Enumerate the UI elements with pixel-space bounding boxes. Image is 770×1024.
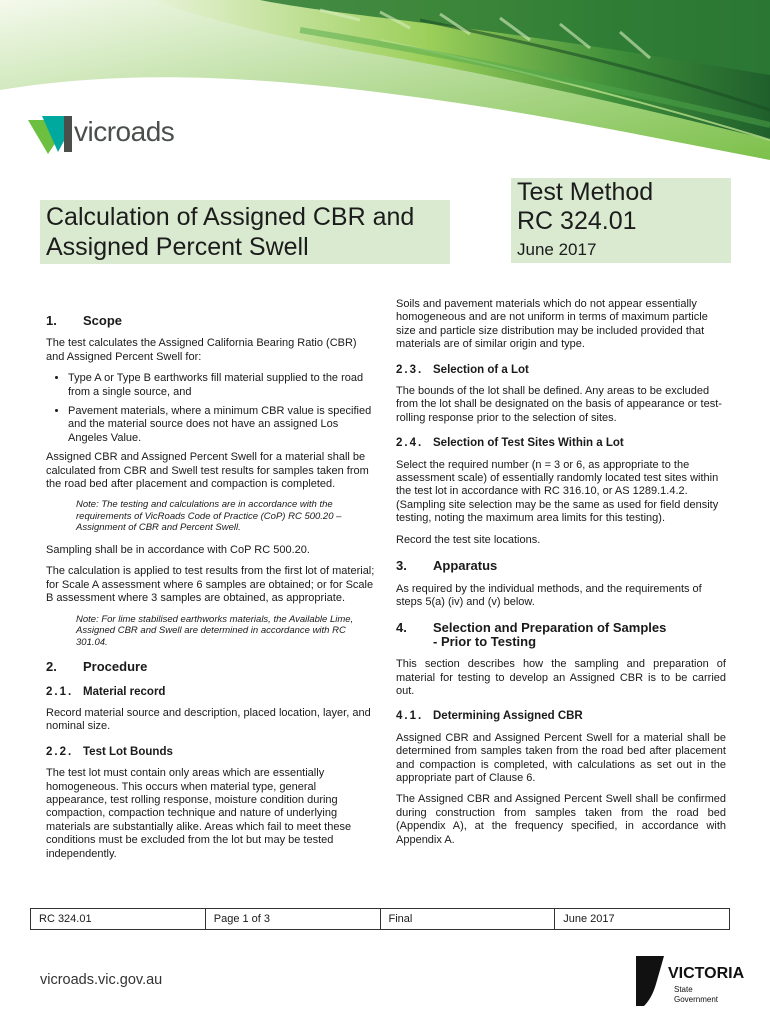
section-heading [46, 314, 376, 327]
subsection-heading [396, 437, 726, 450]
section-heading [46, 660, 376, 673]
bullet-list [46, 372, 376, 445]
section-title [433, 621, 666, 648]
section-number: 4. [396, 620, 407, 636]
section-number: 1. [46, 313, 57, 328]
paragraph: The calculation is applied to test results from the first lot of material; for Scale A assessment where 6 samples are obtained; or for Scale B assessment where 3 samples are obtained, as appropriate. [46, 565, 375, 605]
subsection-title: Selection of a Lot [433, 363, 529, 376]
subsection-title: Determining Assigned CBR [433, 710, 583, 723]
vic-logo-sub2: Government [674, 995, 719, 1004]
paragraph: The test lot must contain only areas which are essentially homogeneous. This occurs when material type, general appearance, test rolling response, moisture condition during compaction, compaction technique and nature of underlying materials are substantially alike. Areas which fail to meet these conditions must be excluded from the lot but may be tested independently. [46, 767, 352, 860]
test-method-number: RC 324.01 [517, 207, 637, 235]
website-url[interactable]: vicroads.vic.gov.au [40, 972, 163, 988]
section-title: Procedure [83, 659, 148, 675]
section-heading [396, 621, 726, 648]
note: Note: The testing and calculations are in accordance with the requirements of VicRoads Code of Practice (CoP) RC 500.20 – Assignment of CBR and Percent Swell. [76, 499, 342, 534]
document-title [40, 200, 450, 264]
paragraph: Soils and pavement materials which do not appear essentially homogeneous and are not uniform in terms of maximum particle size and particle size distribution may be included provided that materials are of similar origin and type. [396, 298, 708, 351]
paragraph: As required by the individual methods, and the requirements of steps 5(a) (iv) and (v) below. [396, 582, 702, 608]
section-number: 2. [46, 659, 57, 675]
paragraph: The Assigned CBR and Assigned Percent Swell shall be confirmed during construction from samples taken from the road bed (Appendix A), at the frequency specified, in accordance with Appendix A. [396, 793, 726, 846]
subsection-number: 2.2. [46, 745, 74, 758]
title-line-1: Calculation of Assigned CBR and [46, 203, 415, 231]
logo-text: vicroads [74, 116, 175, 147]
list-item: • Pavement materials, where a minimum CBR value is specified and the material source does not have an assigned Los Angeles Value. [68, 405, 376, 445]
paragraph: Sampling shall be in accordance with CoP RC 500.20. [46, 543, 310, 556]
footer-date: June 2017 [563, 913, 615, 925]
subsection-number: 2.1. [46, 685, 74, 698]
footer-page-number: Page 1 of 3 [206, 909, 381, 929]
paragraph: This section describes how the sampling and preparation of material for testing to develop an Assigned CBR is to be carried out. [396, 658, 726, 697]
test-method-date: June 2017 [517, 240, 597, 259]
title-line-2: Assigned Percent Swell [46, 233, 309, 261]
paragraph: Record the test site locations. [396, 533, 541, 546]
subsection-number: 4.1. [396, 710, 424, 723]
footer-doc-number: RC 324.01 [31, 909, 206, 929]
paragraph: Assigned CBR and Assigned Percent Swell for a material shall be determined from samples taken from the road bed after placement and compaction is completed, with calculations as set out in the appropriate part of Clause 6. [396, 731, 726, 784]
vic-logo-text: VICTORIA [668, 965, 745, 982]
section-title: Apparatus [433, 558, 498, 574]
right-column [396, 298, 726, 855]
vic-logo-sub1: State [674, 985, 693, 994]
paragraph: Select the required number (n = 3 or 6, as appropriate to the assessment scale) of essentially randomly located test sites within the test lot in accordance with RC 316.10, or AS 1289.1.4.2. (Sampling site selection may be the same as used for field density testing, noting the maximum area limits for this testing). [396, 458, 719, 525]
subsection-title: Selection of Test Sites Within a Lot [433, 437, 624, 450]
footer-table [30, 908, 730, 930]
test-method-box [511, 178, 731, 263]
left-column [46, 298, 376, 869]
subsection-number: 2.4. [396, 437, 424, 450]
subsection-heading [396, 364, 726, 377]
paragraph: The bounds of the lot shall be defined. Any areas to be excluded from the lot shall be designated on the basis of appearance or test-rolling response prior to the selection of sites. [396, 385, 722, 424]
paragraph: The test calculates the Assigned California Bearing Ratio (CBR) and Assigned Percent Swell for: [46, 337, 357, 363]
header-banner [0, 0, 770, 175]
subsection-title: Material record [83, 685, 166, 698]
subsection-heading [396, 710, 726, 723]
subsection-heading [46, 686, 376, 699]
section-title: Scope [83, 313, 123, 328]
section-number: 3. [396, 558, 407, 574]
paragraph: Assigned CBR and Assigned Percent Swell for a material shall be calculated from CBR and Swell test results for samples taken from the road bed after placement and compaction is completed. [46, 451, 369, 491]
note: Note: For lime stabilised earthworks materials, the Available Lime, Assigned CBR and Swell are determined in accordance with RC 301.04. [76, 613, 354, 648]
section-title-line-2: - Prior to Testing [433, 633, 537, 649]
test-method-label: Test Method [517, 178, 654, 206]
section-title-line-1: Selection and Preparation of Samples [433, 620, 667, 636]
subsection-number: 2.3. [396, 363, 424, 376]
section-heading [396, 559, 726, 572]
subsection-title: Test Lot Bounds [83, 745, 173, 758]
paragraph: Record material source and description, placed location, layer, and nominal size. [46, 706, 371, 733]
victoria-government-logo-icon [634, 950, 745, 1010]
list-item: • Type A or Type B earthworks fill material supplied to the road from a single source, and [68, 372, 376, 399]
footer-status: Final [381, 909, 556, 929]
subsection-heading [46, 746, 376, 759]
